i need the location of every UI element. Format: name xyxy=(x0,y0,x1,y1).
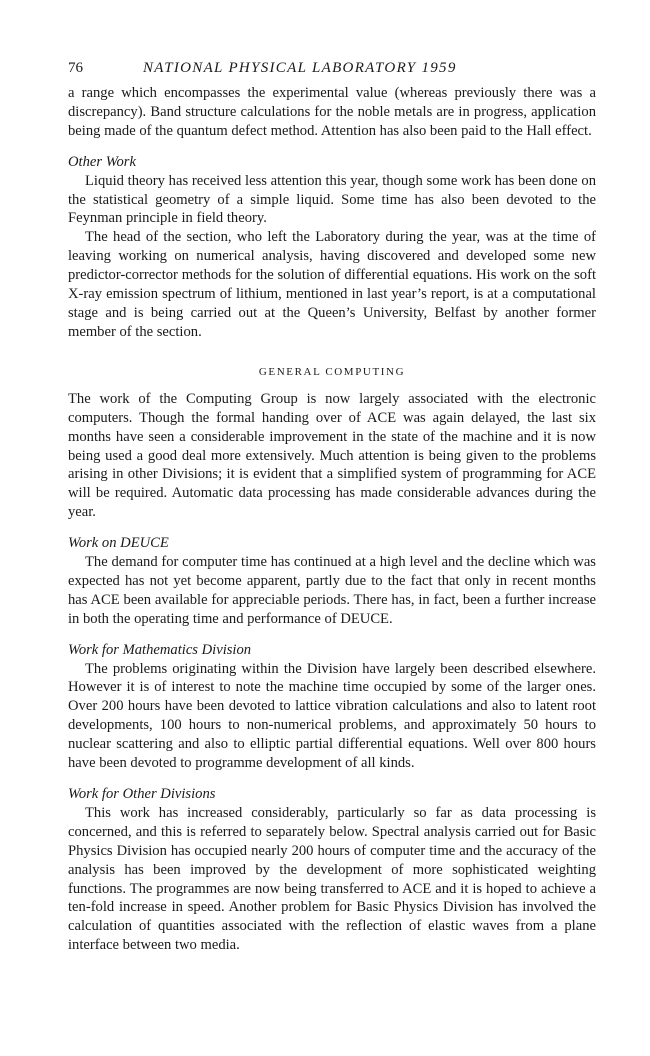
subhead-work-on-deuce: Work on DEUCE xyxy=(68,535,169,552)
running-title: NATIONAL PHYSICAL LABORATORY 1959 xyxy=(143,60,457,76)
paragraph-computer-time-demand: The demand for computer time has continued at a high level and the decline which was expected has not yet become apparent, partly due to the fact that only in recent months has ACE been available for appreciable periods. There has, in fact, been a further increase in both the operating time and performance of DEUCE. xyxy=(68,554,596,627)
paragraph-head-of-section: The head of the section, who left the Laboratory during the year, was at the time of leaving working on numerical analysis, having discovered and developed some new predictor-corrector methods for the solution of differential equations. His work on the soft X-ray emission spectrum of lithium, mentioned in last year’s report, is at a computational stage and is being carried out at the Queen’s University, Belfast by another former member of the section. xyxy=(68,229,596,340)
subhead-work-for-mathematics: Work for Mathematics Division xyxy=(68,641,252,658)
paragraph-other-divisions: This work has increased considerably, particularly so far as data processing is concerned, and this is referred to separately below. Spectral analysis carried out for Basic Physics Division has occupied nearly 200 hours of computer time and the accuracy of the analysis has been improved by the development of more sophisticated weighting functions. The programmes are now being transferred to ACE and it is hoped to achieve a ten-fold increase in speed. Another problem for Basic Physics Division has involved the calculation of quantities associated with the reflection of elastic waves from a plane interface between two media. xyxy=(68,804,596,954)
page-number: 76 xyxy=(68,60,83,76)
document-page xyxy=(68,58,596,955)
subhead-work-for-other-divisions: Work for Other Divisions xyxy=(68,786,216,802)
paragraph-liquid-theory: Liquid theory has received less attention this year, though some work has been done on the statistical geometry of a simple liquid. Some time has also been devoted to the Feynman principle in field theory. xyxy=(68,172,596,227)
paragraph-computing-group: The work of the Computing Group is now largely associated with the electronic computers. Though the formal handing over of ACE was again delayed, the last six months have seen a considerable improvement in the state of the machine and it is now being used a good deal more extensively. Much attention is being given to the problems arising in other Divisions; it is evident that a simplified system of programming for ACE will be required. Automatic data processing has made considerable advances during the year. xyxy=(68,390,596,521)
paragraph-band-structure: a range which encompasses the experimental value (whereas previously there was a discrepancy). Band structure calculations for the noble metals are in progress, application being made of the quantum defect method. Attention has also been paid to the Hall effect. xyxy=(68,85,596,139)
subhead-other-work: Other Work xyxy=(68,153,136,170)
running-header xyxy=(68,58,596,80)
paragraph-mathematics-problems: The problems originating within the Division have largely been described elsewhere. However it is of interest to note the machine time occupied by some of the larger ones. Over 200 hours have been devoted to lattice vibration calculations and also to latent root developments, 100 hours to non-numerical problems, and approximately 50 hours to nuclear scattering and also to elliptic partial differential equations. Well over 800 hours have been devoted to programme development of all kinds. xyxy=(68,660,596,772)
section-heading-general-computing: GENERAL COMPUTING xyxy=(258,365,406,378)
